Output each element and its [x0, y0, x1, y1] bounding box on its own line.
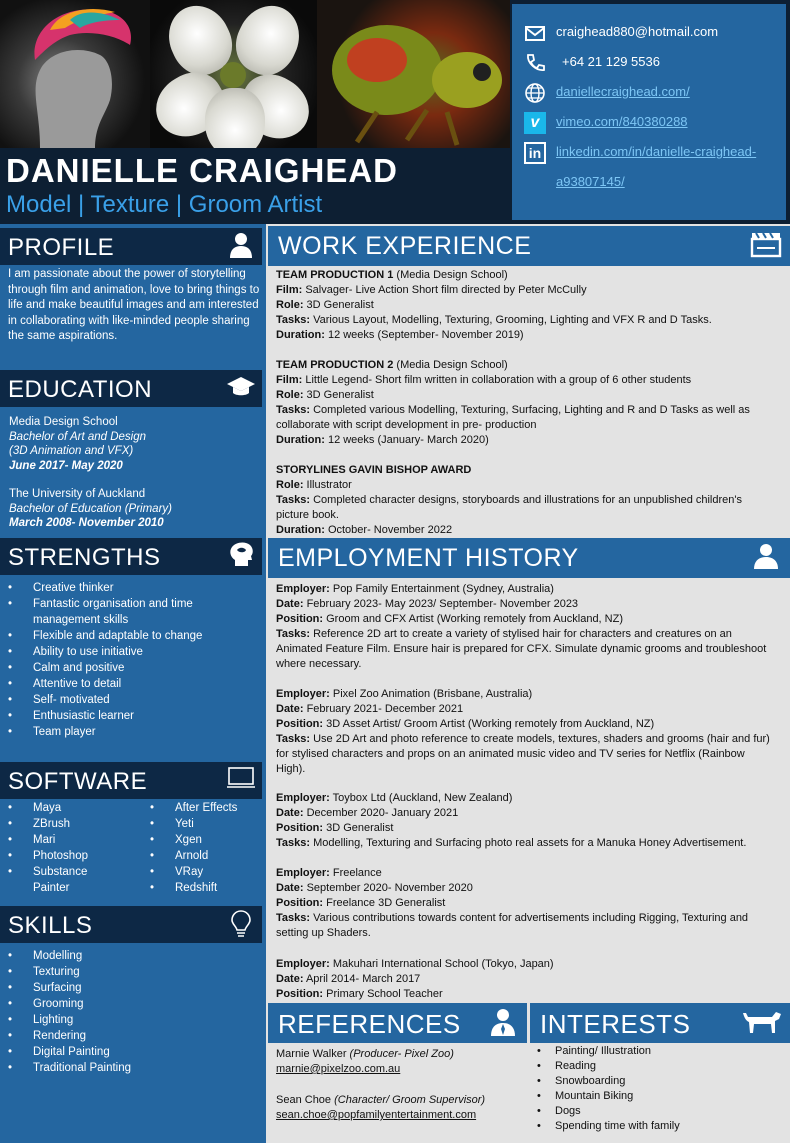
candidate-roles: Model | Texture | Groom Artist [6, 191, 323, 218]
strengths-title: STRENGTHS [8, 544, 161, 571]
label: Employer: [276, 867, 330, 879]
reference-email-link[interactable]: marnie@pixelzoo.com.au [276, 1063, 401, 1075]
label: Date: [276, 703, 304, 715]
software-item: • Arnold [150, 848, 260, 864]
skill-item: • Lighting [8, 1012, 131, 1028]
graduation-cap-icon [226, 373, 256, 403]
work-entry-duration: October- November 2022 [324, 524, 453, 536]
contact-email-row [512, 18, 786, 48]
label: Tasks: [276, 733, 311, 745]
work-experience-title: WORK EXPERIENCE [278, 232, 532, 260]
education-item-2 [9, 487, 261, 531]
employment-position: Freelance 3D Generalist [323, 897, 446, 909]
strength-item: • Team player [8, 724, 208, 740]
skill-item: • Rendering [8, 1028, 131, 1044]
strength-item: • Self- motivated [8, 692, 208, 708]
phone-icon [524, 52, 546, 74]
work-entry-heading: TEAM PRODUCTION 1 [276, 269, 394, 281]
education-school: The University of Auckland [9, 488, 146, 500]
employment-tasks: Various contributions towards content for advertisements including Rigging, Texturing and setting up Shaders. [276, 912, 749, 939]
label: Tasks: [276, 494, 311, 506]
employment-entry-1 [276, 582, 776, 672]
left-column [0, 224, 266, 1143]
contact-phone-row [512, 48, 786, 78]
label: Employer: [276, 583, 330, 595]
interests-title: INTERESTS [540, 1009, 691, 1039]
monitor-icon [226, 765, 256, 795]
skill-item: • Digital Painting [8, 1044, 131, 1060]
envelope-icon [524, 22, 546, 44]
software-item: • ZBrush [8, 816, 138, 832]
employment-position: 3D Asset Artist/ Groom Artist (Working remotely from Auckland, NZ) [323, 718, 655, 730]
businessperson-icon [487, 1007, 519, 1039]
linkedin-icon: in [524, 142, 546, 164]
label: Duration: [276, 434, 325, 446]
software-item: • VRay [150, 864, 260, 880]
label: Film: [276, 284, 303, 296]
interests-list [535, 1044, 680, 1134]
strength-item: • Fantastic organisation and time management skills [8, 596, 208, 628]
interests-heading [530, 1003, 790, 1043]
employer: Freelance [329, 867, 382, 879]
employer: Toybox Ltd (Auckland, New Zealand) [329, 792, 513, 804]
strength-item: • Attentive to detail [8, 676, 208, 692]
head-brain-icon [226, 541, 256, 571]
employment-tasks: Modelling, Texturing and Surfacing photo real assets for a Manuka Honey Advertisement. [310, 837, 747, 849]
skills-heading [0, 906, 262, 943]
software-heading [0, 762, 262, 799]
software-title: SOFTWARE [8, 768, 148, 795]
skills-list [8, 948, 131, 1076]
references-title: REFERENCES [278, 1009, 461, 1039]
portfolio-images [0, 0, 510, 148]
strength-item: • Enthusiastic learner [8, 708, 208, 724]
globe-icon [524, 82, 546, 104]
profile-heading [0, 228, 262, 265]
employment-date: February 2021- December 2021 [303, 703, 464, 715]
person-icon [750, 542, 782, 574]
software-item: • Mari [8, 832, 138, 848]
interest-item: • Spending time with family [535, 1119, 680, 1134]
interest-item: • Mountain Biking [535, 1089, 680, 1104]
skill-item: • Traditional Painting [8, 1060, 131, 1076]
label: Employer: [276, 688, 330, 700]
skill-item: • Grooming [8, 996, 131, 1012]
employer: Pixel Zoo Animation (Brisbane, Australia) [329, 688, 533, 700]
employment-entry-2 [276, 687, 776, 777]
employment-tasks: Use 2D Art and photo reference to create models, textures, shaders and grooms (hair and fur) for stylised characters and props on an animated music video and TV series for Netflix (Rainbow High). [276, 733, 770, 775]
software-item: • Substance Painter [8, 864, 118, 896]
work-entry-role: 3D Generalist [303, 299, 374, 311]
education-dates: March 2008- November 2010 [9, 517, 164, 529]
work-entry-org: (Media Design School) [393, 359, 508, 371]
portfolio-image-bug [317, 0, 510, 148]
contact-panel [512, 4, 786, 220]
person-icon [226, 231, 256, 261]
label: Position: [276, 897, 324, 909]
clapperboard-icon [750, 230, 782, 262]
label: Position: [276, 718, 324, 730]
label: Date: [276, 882, 304, 894]
contact-website-link[interactable]: daniellecraighead.com/ [556, 84, 690, 99]
work-entry-2 [276, 358, 776, 448]
employer: Pop Family Entertainment (Sydney, Australia) [329, 583, 554, 595]
label: Role: [276, 479, 304, 491]
label: Employer: [276, 792, 330, 804]
reference-role: (Producer- Pixel Zoo) [346, 1048, 454, 1060]
work-entry-org: (Media Design School) [393, 269, 508, 281]
references-heading [268, 1003, 527, 1043]
lightbulb-icon [226, 909, 256, 939]
software-item: • Redshift [150, 880, 260, 896]
work-entry-1 [276, 268, 776, 343]
work-entry-film: Little Legend- Short film written in collaboration with a group of 6 other students [302, 374, 692, 386]
contact-vimeo-link[interactable]: vimeo.com/840380288 [556, 114, 688, 129]
education-dates: June 2017- May 2020 [9, 459, 123, 472]
label: Position: [276, 613, 324, 625]
employment-entry-3 [276, 791, 776, 851]
skills-title: SKILLS [8, 912, 93, 939]
work-entry-tasks: Completed various Modelling, Texturing, Surfacing, Lighting and R and D Tasks as well as collaborate with script development in pre- production [276, 404, 750, 431]
strength-item: • Ability to use initiative [8, 644, 208, 660]
reference-email-link[interactable]: sean.choe@popfamilyentertainment.com [276, 1109, 477, 1121]
reference-1 [276, 1047, 516, 1077]
employment-history-title: EMPLOYMENT HISTORY [278, 544, 579, 572]
reference-role: (Character/ Groom Supervisor) [331, 1094, 486, 1106]
employment-entry-5 [276, 957, 776, 1002]
strengths-list [8, 580, 208, 740]
label: Duration: [276, 524, 325, 536]
label: Date: [276, 973, 304, 985]
employment-position: 3D Generalist [323, 822, 394, 834]
education-degree-detail: (3D Animation and VFX) [9, 445, 134, 457]
label: Tasks: [276, 404, 311, 416]
profile-text: I am passionate about the power of storytelling through film and animation, love to bring things to life and make beautiful images and am interested in collaborating with like-minded people sharing the same aspirations. [8, 268, 260, 342]
label: Tasks: [276, 314, 311, 326]
portfolio-image-flower [150, 0, 317, 148]
reference-2 [276, 1093, 516, 1123]
strength-item: • Calm and positive [8, 660, 208, 676]
work-entry-film: Salvager- Live Action Short film directed by Peter McCully [302, 284, 587, 296]
label: Position: [276, 988, 324, 1000]
software-item: • Xgen [150, 832, 260, 848]
education-school: Media Design School [9, 416, 118, 428]
software-item: • After Effects [150, 800, 260, 816]
software-item: • Photoshop [8, 848, 138, 864]
strength-item: • Flexible and adaptable to change [8, 628, 208, 644]
employment-entry-4 [276, 866, 776, 941]
label: Date: [276, 807, 304, 819]
contact-linkedin-link[interactable]: linkedin.com/in/danielle-craighead- [556, 144, 757, 159]
reference-name: Sean Choe [276, 1094, 332, 1106]
software-item: • Maya [8, 800, 138, 816]
contact-vimeo-row [512, 108, 786, 138]
strengths-heading [0, 538, 262, 575]
interest-item: • Snowboarding [535, 1074, 680, 1089]
work-entry-role: 3D Generalist [303, 389, 374, 401]
interest-item: • Reading [535, 1059, 680, 1074]
label: Duration: [276, 329, 325, 341]
education-item-1 [9, 415, 261, 473]
skill-item: • Surfacing [8, 980, 131, 996]
employment-tasks: Reference 2D art to create a variety of stylised hair for characters and creatures on an Animated Feature Film. Ensure hair is prepared for CFX. Simulate dynamic grooms and troubleshoot where necessary. [276, 628, 767, 670]
vimeo-icon: v [524, 112, 546, 134]
work-entry-duration: 12 weeks (September- November 2019) [324, 329, 524, 341]
contact-email[interactable]: craighead880@hotmail.com [556, 24, 719, 39]
portfolio-image-portrait [0, 0, 150, 148]
work-entry-tasks: Various Layout, Modelling, Texturing, Grooming, Lighting and VFX R and D Tasks. [310, 314, 712, 326]
contact-phone[interactable]: +64 21 129 5536 [562, 54, 660, 69]
contact-website-row [512, 78, 786, 108]
software-list-col1 [8, 800, 138, 896]
education-degree: Bachelor of Art and Design [9, 430, 147, 443]
employment-date: September 2020- November 2020 [303, 882, 473, 894]
employer: Makuhari International School (Tokyo, Japan) [329, 958, 554, 970]
work-entry-heading: STORYLINES GAVIN BISHOP AWARD [276, 464, 472, 476]
label: Employer: [276, 958, 330, 970]
interest-item: • Painting/ Illustration [535, 1044, 680, 1059]
employment-date: April 2014- March 2017 [303, 973, 421, 985]
label: Position: [276, 822, 324, 834]
work-experience-heading [268, 226, 790, 266]
employment-date: December 2020- January 2021 [303, 807, 459, 819]
resume-header [0, 0, 790, 224]
education-degree: Bachelor of Education (Primary) [9, 502, 172, 515]
work-entry-tasks: Completed character designs, storyboards and illustrations for an unpublished children's picture book. [276, 494, 742, 521]
employment-position: Groom and CFX Artist (Working remotely from Auckland, NZ) [323, 613, 624, 625]
strength-item: • Creative thinker [8, 580, 208, 596]
label: Role: [276, 389, 304, 401]
work-entry-role: Illustrator [303, 479, 352, 491]
label: Tasks: [276, 912, 311, 924]
education-title: EDUCATION [8, 376, 153, 403]
software-list-col2 [150, 800, 260, 896]
employment-position: Primary School Teacher [323, 988, 443, 1000]
label: Role: [276, 299, 304, 311]
candidate-name: DANIELLE CRAIGHEAD [6, 152, 399, 189]
employment-history-heading [268, 538, 790, 578]
contact-linkedin-row-2 [512, 168, 786, 198]
education-heading [0, 370, 262, 407]
label: Date: [276, 598, 304, 610]
reference-name: Marnie Walker [276, 1048, 347, 1060]
work-entry-3 [276, 463, 776, 538]
contact-linkedin-link-cont[interactable]: a93807145/ [556, 174, 625, 189]
work-entry-duration: 12 weeks (January- March 2020) [324, 434, 489, 446]
interest-item: • Dogs [535, 1104, 680, 1119]
contact-linkedin-row [512, 138, 786, 168]
skill-item: • Texturing [8, 964, 131, 980]
label: Tasks: [276, 628, 311, 640]
dog-icon [742, 1007, 782, 1039]
work-entry-heading: TEAM PRODUCTION 2 [276, 359, 394, 371]
label: Film: [276, 374, 303, 386]
skill-item: • Modelling [8, 948, 131, 964]
profile-title: PROFILE [8, 234, 115, 261]
employment-date: February 2023- May 2023/ September- November 2023 [303, 598, 579, 610]
label: Tasks: [276, 837, 311, 849]
software-item: • Yeti [150, 816, 260, 832]
